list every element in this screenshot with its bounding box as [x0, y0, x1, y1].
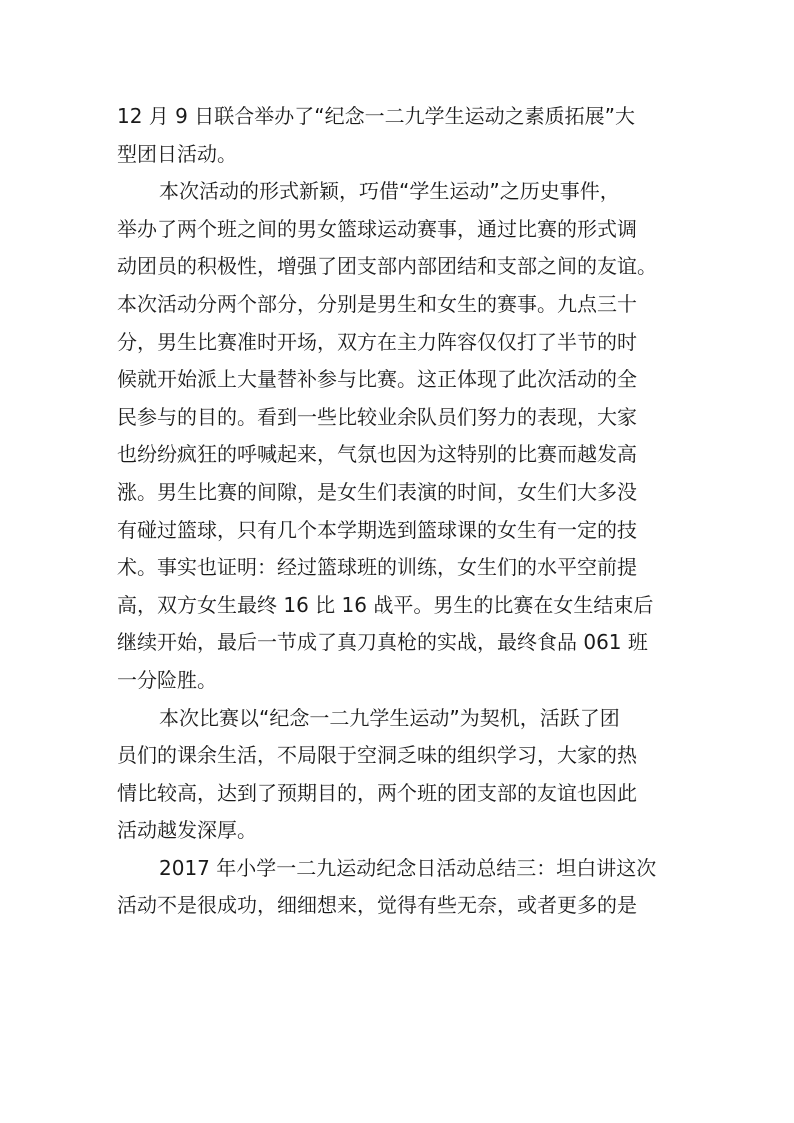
text-line: 民参与的目的。看到一些比较业余队员们努力的表现，大家 — [117, 404, 637, 429]
text-line: 一分险胜。 — [117, 667, 217, 692]
text-line: 12 月 9 日联合举办了“纪念一二九学生运动之素质拓展”大 — [117, 104, 635, 128]
text-line: 情比较高，达到了预期目的，两个班的团支部的友谊也因此 — [117, 780, 637, 805]
text-line: 有碰过篮球，只有几个本学期选到篮球课的女生有一定的技 — [117, 517, 637, 542]
text-line: 型团日活动。 — [117, 141, 237, 166]
text-line: 本次活动分两个部分，分别是男生和女生的赛事。九点三十 — [117, 291, 637, 316]
text-line: 动团员的积极性，增强了团支部内部团结和支部之间的友谊。 — [117, 254, 657, 279]
text-line: 候就开始派上大量替补参与比赛。这正体现了此次活动的全 — [117, 367, 637, 392]
text-line: 涨。男生比赛的间隙，是女生们表演的时间，女生们大多没 — [117, 479, 637, 504]
paragraph-start-line: 本次比赛以“纪念一二九学生运动”为契机，活跃了团 — [159, 705, 620, 730]
paragraph-start-line: 本次活动的形式新颖，巧借“学生运动”之历史事件， — [159, 179, 620, 204]
text-line: 高，双方女生最终 16 比 16 战平。男生的比赛在女生结束后 — [117, 592, 654, 617]
text-line: 举办了两个班之间的男女篮球运动赛事，通过比赛的形式调 — [117, 216, 637, 241]
text-line: 员们的课余生活，不局限于空洞乏味的组织学习，大家的热 — [117, 743, 637, 768]
paragraph-start-line: 2017 年小学一二九运动纪念日活动总结三：坦白讲这次 — [159, 855, 657, 880]
text-line: 活动不是很成功，细细想来，觉得有些无奈，或者更多的是 — [117, 893, 637, 918]
text-line: 术。事实也证明：经过篮球班的训练，女生们的水平空前提 — [117, 555, 637, 580]
text-line: 也纷纷疯狂的呼喊起来，气氛也因为这特别的比赛而越发高 — [117, 442, 637, 467]
text-line: 继续开始，最后一节成了真刀真枪的实战，最终食品 061 班 — [117, 630, 648, 655]
document-body — [117, 98, 679, 925]
text-line: 分，男生比赛准时开场，双方在主力阵容仅仅打了半节的时 — [117, 329, 637, 354]
text-line: 活动越发深厚。 — [117, 818, 257, 843]
